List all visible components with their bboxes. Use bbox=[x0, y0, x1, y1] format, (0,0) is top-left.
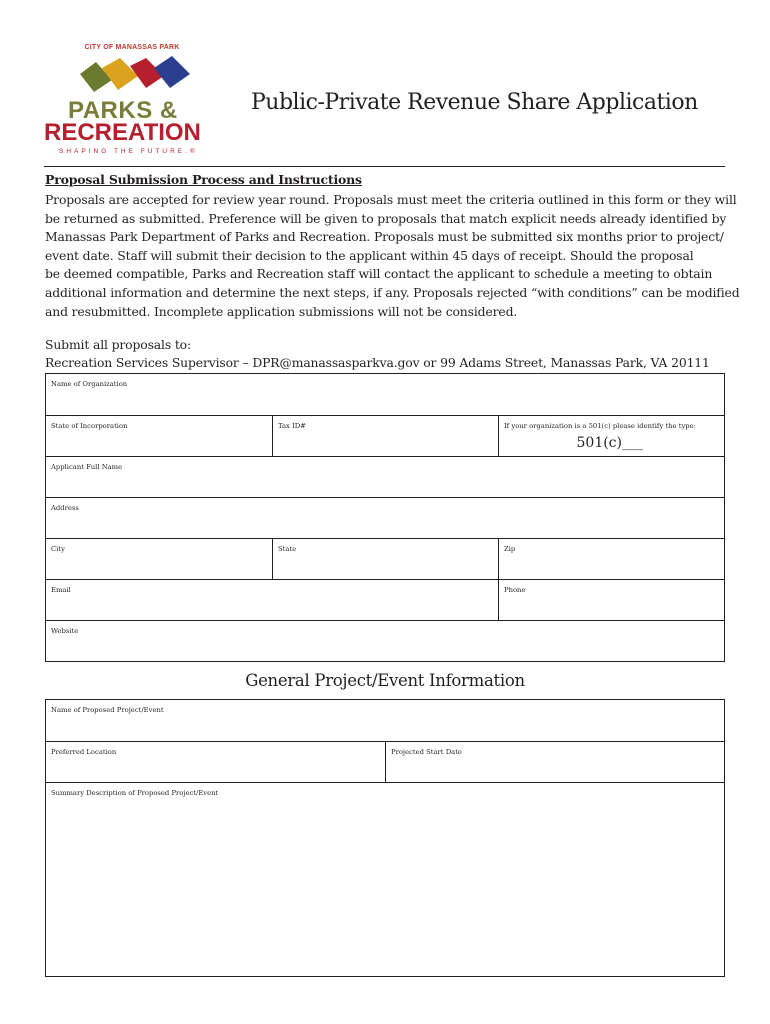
document-title: Public-Private Revenue Share Application bbox=[251, 90, 698, 115]
instructions-line: be returned as submitted. Preference will be given to proposals that match explicit needs already identified by bbox=[45, 210, 727, 226]
instructions-line: and resubmitted. Incomplete application submissions will not be considered. bbox=[45, 303, 518, 319]
form-row bbox=[46, 415, 724, 456]
preferred-location-label: Preferred Location bbox=[51, 748, 117, 756]
logo-parks-text: PARKS & bbox=[68, 97, 178, 124]
state-incorporation-field[interactable] bbox=[46, 416, 272, 456]
logo-diamond-gold bbox=[102, 58, 138, 90]
preferred-location-field[interactable] bbox=[46, 742, 385, 782]
form-row bbox=[46, 741, 724, 782]
project-section-title: General Project/Event Information bbox=[245, 671, 525, 690]
instructions-line: Proposals are accepted for review year round. Proposals must meet the criteria outlined in this form or they will bbox=[45, 192, 737, 207]
form-row bbox=[46, 497, 724, 538]
summary-description-field[interactable] bbox=[46, 783, 723, 976]
instructions-line: additional information and determine the next steps, if any. Proposals rejected “with conditions” can be modified bbox=[45, 284, 740, 300]
org-type-field[interactable] bbox=[498, 416, 723, 456]
zip-label: Zip bbox=[504, 545, 516, 553]
logo-tagline: SHAPING THE FUTURE.® bbox=[59, 148, 198, 155]
org-name-label: Name of Organization bbox=[51, 380, 128, 388]
state-field[interactable] bbox=[272, 539, 498, 579]
instructions-line: event date. Staff will submit their decision to the applicant within 45 days of receipt. Should the proposal bbox=[45, 247, 694, 263]
start-date-field[interactable] bbox=[385, 742, 723, 782]
tax-id-label: Tax ID# bbox=[278, 422, 306, 430]
form-row bbox=[46, 538, 724, 579]
instructions-line: be deemed compatible, Parks and Recreation staff will contact the applicant to schedule a meeting to obtain bbox=[45, 266, 713, 282]
org-type-label: If your organization is a 501(c) please identify the type: bbox=[504, 422, 696, 430]
start-date-label: Projected Start Date bbox=[391, 748, 462, 756]
submit-to-label: Submit all proposals to: bbox=[45, 337, 192, 352]
applicant-name-field[interactable] bbox=[46, 457, 723, 497]
submit-to-address: Recreation Services Supervisor – DPR@manassasparkva.gov or 99 Adams Street, Manassas Park, VA 20111 bbox=[45, 355, 710, 370]
logo-city-text: CITY OF MANASSAS PARK bbox=[84, 44, 180, 51]
parks-recreation-logo bbox=[44, 44, 220, 164]
city-label: City bbox=[51, 545, 65, 553]
instructions-body bbox=[45, 191, 740, 321]
org-name-field[interactable] bbox=[46, 374, 723, 415]
applicant-form bbox=[45, 373, 725, 662]
state-label: State bbox=[278, 545, 297, 553]
form-row bbox=[46, 700, 724, 741]
project-form bbox=[45, 699, 725, 977]
phone-label: Phone bbox=[504, 586, 526, 594]
website-field[interactable] bbox=[46, 621, 723, 661]
form-row bbox=[46, 620, 724, 661]
instructions-heading: Proposal Submission Process and Instructions bbox=[45, 172, 362, 187]
form-row bbox=[46, 456, 724, 497]
instructions-line: Manassas Park Department of Parks and Recreation. Proposals must be submitted six months prior to project/ bbox=[45, 229, 724, 245]
summary-description-label: Summary Description of Proposed Project/Event bbox=[51, 789, 219, 797]
logo-diamonds-icon bbox=[72, 54, 192, 100]
website-label: Website bbox=[51, 627, 79, 635]
title-divider bbox=[44, 166, 725, 167]
email-field[interactable] bbox=[46, 580, 498, 620]
form-row bbox=[46, 782, 724, 976]
zip-field[interactable] bbox=[498, 539, 723, 579]
state-incorporation-label: State of Incorporation bbox=[51, 422, 128, 430]
phone-field[interactable] bbox=[498, 580, 723, 620]
tax-id-field[interactable] bbox=[272, 416, 498, 456]
applicant-name-label: Applicant Full Name bbox=[51, 463, 123, 471]
address-field[interactable] bbox=[46, 498, 723, 538]
city-field[interactable] bbox=[46, 539, 272, 579]
form-row bbox=[46, 374, 724, 415]
project-name-field[interactable] bbox=[46, 700, 723, 741]
logo-recreation-text: RECREATION bbox=[44, 119, 201, 146]
org-type-value: 501(c)___ bbox=[576, 435, 643, 451]
project-name-label: Name of Proposed Project/Event bbox=[51, 706, 164, 714]
email-label: Email bbox=[51, 586, 71, 594]
form-row bbox=[46, 579, 724, 620]
logo-diamond-blue bbox=[154, 56, 190, 88]
address-label: Address bbox=[51, 504, 79, 512]
